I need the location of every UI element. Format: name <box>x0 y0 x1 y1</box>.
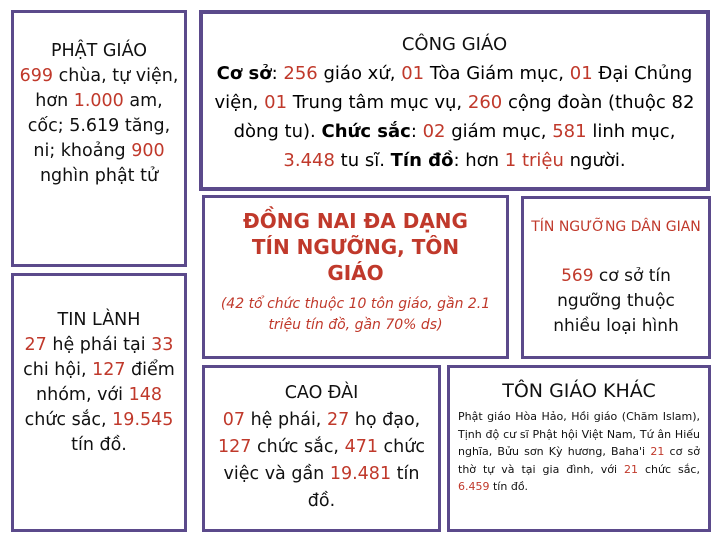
phat-giao-title: PHẬT GIÁO <box>50 41 148 61</box>
label: Tín đồ <box>390 150 454 171</box>
number: 256 <box>283 63 318 84</box>
text: cộng đoàn (thuộc 82 dòng tu). <box>233 92 695 142</box>
center-box <box>202 195 509 359</box>
text: tín đồ. <box>489 480 529 493</box>
cao-dai-box <box>202 365 441 532</box>
number: 01 <box>264 92 288 113</box>
number: 21 <box>650 445 665 458</box>
text: chức việc và gần <box>223 437 425 484</box>
number: 01 <box>401 63 425 84</box>
phat-giao-box <box>11 10 187 267</box>
number: 19.481 <box>329 464 392 484</box>
number: 127 <box>218 437 252 457</box>
ton-giao-khac-content <box>458 408 700 496</box>
tin-nguong-content <box>532 264 700 339</box>
text: : <box>271 63 284 84</box>
text: cơ sở tín ngưỡng thuộc nhiều loại hình <box>553 266 679 336</box>
text: giáo xứ, <box>317 63 402 84</box>
text: chức sắc, <box>637 462 700 476</box>
number: 33 <box>151 335 174 355</box>
tin-lanh-content <box>18 308 180 458</box>
text: Đại Chủng viện, <box>214 63 693 113</box>
number: 27 <box>24 335 47 355</box>
number: 260 <box>467 92 503 113</box>
number: 01 <box>569 63 593 84</box>
text: tín đồ. <box>71 435 127 455</box>
text: am, cốc; 5.619 tăng, ni; khoảng <box>27 91 171 161</box>
center-subtitle <box>213 294 498 336</box>
text: tôn giáo, gần 2.1 triệu tín đồ, gần 70% ds) <box>268 296 491 333</box>
text: Trung tâm mục vụ, <box>287 92 468 113</box>
number: 569 <box>561 266 594 286</box>
tin-lanh-box <box>11 273 187 532</box>
label: Chức sắc <box>321 121 411 142</box>
text: nghìn phật tử <box>39 166 159 186</box>
text: cơ sở thờ tự và tại gia đình, với <box>458 445 700 476</box>
number: 02 <box>422 121 446 142</box>
cong-giao-content <box>209 30 700 175</box>
text: chức sắc, <box>24 410 113 430</box>
label: Cơ sở <box>216 63 272 84</box>
text: : <box>410 121 423 142</box>
number: 19.545 <box>112 410 174 430</box>
tin-nguong-title: TÍN NGƯỠNG DÂN GIAN <box>531 219 701 235</box>
text: điểm nhóm, với <box>36 360 175 405</box>
text: tu sĩ. <box>334 150 391 171</box>
number: 1 triệu <box>504 150 564 171</box>
text: linh mục, <box>586 121 676 142</box>
tin-nguong-box <box>521 196 711 359</box>
number: 1.000 <box>73 91 124 111</box>
text: : hơn <box>453 150 505 171</box>
number: 10 <box>348 296 367 312</box>
number: 3.448 <box>283 150 335 171</box>
number: 27 <box>326 410 350 430</box>
number: 6.459 <box>458 480 490 493</box>
ton-giao-khac-title: TÔN GIÁO KHÁC <box>502 380 656 402</box>
center-title: ĐỒNG NAI ĐA DẠNG TÍN NGƯỠNG, TÔN GIÁO <box>243 209 468 285</box>
ton-giao-khac-box <box>447 365 711 532</box>
text: Phật giáo Hòa Hảo, Hồi giáo (Chăm Islam), Tịnh độ cư sĩ Phật hội Việt Nam, Tứ ân Hiếu nghĩa, Bửu sơn Kỳ hương, Baha'i <box>458 410 700 458</box>
number: 471 <box>344 437 378 457</box>
number: 900 <box>131 141 165 161</box>
number: 21 <box>623 462 638 476</box>
text: (42 tổ chức thuộc <box>220 296 349 312</box>
tin-lanh-title: TIN LÀNH <box>57 310 141 330</box>
number: 581 <box>552 121 587 142</box>
cao-dai-content <box>209 380 434 515</box>
text: tín đồ. <box>307 464 420 511</box>
text: họ đạo, <box>349 410 421 430</box>
text: chức sắc, <box>251 437 345 457</box>
number: 07 <box>222 410 246 430</box>
text: Tòa Giám mục, <box>424 63 570 84</box>
cao-dai-title: CAO ĐÀI <box>284 383 359 403</box>
cong-giao-box <box>199 10 710 191</box>
phat-giao-content <box>18 39 180 189</box>
number: 127 <box>92 360 126 380</box>
text: giám mục, <box>445 121 553 142</box>
text: người. <box>563 150 626 171</box>
number: 148 <box>128 385 162 405</box>
text: hệ phái tại <box>46 335 152 355</box>
number: 699 <box>19 66 54 86</box>
text: chi hội, <box>23 360 93 380</box>
text: hệ phái, <box>245 410 327 430</box>
cong-giao-title: CÔNG GIÁO <box>401 34 508 55</box>
text: chùa, tự viện, hơn <box>35 66 179 111</box>
